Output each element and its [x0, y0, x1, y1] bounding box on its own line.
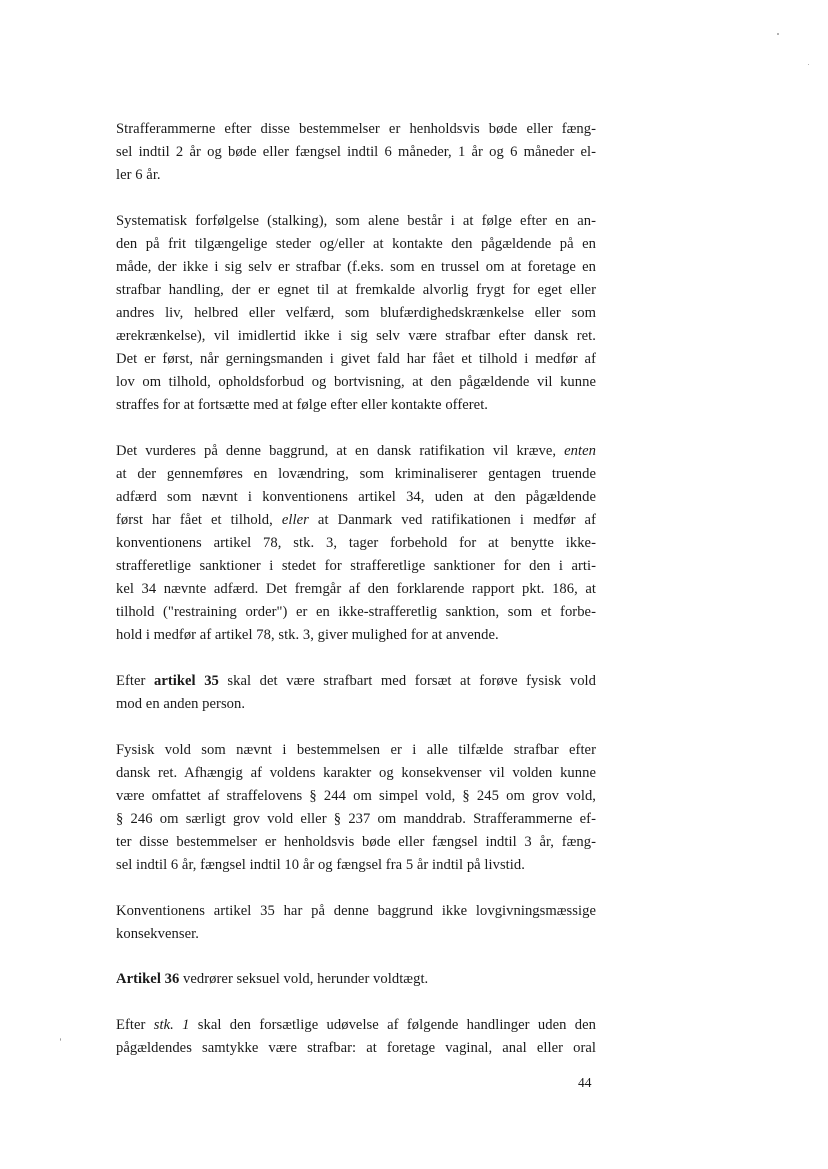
text-run: først har fået et tilhold, — [116, 512, 282, 528]
text-run: Efter — [116, 673, 154, 689]
text-line: at der gennemføres en lovændring, som kriminaliserer gentagen truende — [116, 466, 596, 482]
text-line: ter disse bestemmelser er henholdsvis bøde eller fængsel indtil 3 år, fæng- — [116, 834, 596, 850]
text-line: Konventionens artikel 35 har på denne baggrund ikke lovgivningsmæssige — [116, 903, 596, 919]
text-line: Det er først, når gerningsmanden i givet fald har fået et tilhold i medfør af — [116, 351, 596, 367]
text-line — [116, 509, 596, 532]
text-line: den på frit tilgængelige steder og/eller at kontakte den pågældende på en — [116, 236, 596, 252]
paragraph-physical-violence — [116, 739, 596, 877]
text-line: strafbar handling, der er egnet til at fremkalde alvorlig frygt for eget eller — [116, 282, 596, 298]
text-line: ler 6 år. — [116, 167, 161, 183]
page-number: 44 — [578, 1075, 592, 1090]
text-line: ærekrænkelse), vil imidlertid ikke i sig selv være strafbar efter dansk ret. — [116, 328, 596, 344]
scan-speck — [777, 33, 779, 35]
text-run: vedrører seksuel vold, herunder voldtægt. — [179, 971, 429, 987]
text-line — [116, 968, 596, 991]
text-line: adfærd som nævnt i konventionens artikel 34, uden at den pågældende — [116, 489, 596, 505]
text-line: sel indtil 2 år og bøde eller fængsel indtil 6 måneder, 1 år og 6 måneder el- — [116, 144, 596, 160]
text-line: måde, der ikke i sig selv er strafbar (f.eks. som en trussel om at foretage en — [116, 259, 596, 275]
text-run: at Danmark ved ratifikationen i medfør af — [308, 512, 596, 528]
scan-speck — [60, 1038, 61, 1041]
text-line — [116, 1014, 596, 1037]
text-line — [116, 440, 596, 463]
paragraph-stalking — [116, 210, 596, 417]
paragraph-article-35 — [116, 670, 596, 716]
text-line: Fysisk vold som nævnt i bestemmelsen er i alle tilfælde strafbar efter — [116, 742, 596, 758]
paragraph-article-36-stk-1 — [116, 1014, 596, 1060]
text-line: hold i medfør af artikel 78, stk. 3, giver mulighed for at anvende. — [116, 627, 499, 643]
text-line: konsekvenser. — [116, 926, 199, 942]
scan-speck — [808, 64, 809, 65]
paragraph-article-36 — [116, 968, 596, 991]
text-line: Systematisk forfølgelse (stalking), som alene består i at følge efter en an- — [116, 213, 596, 229]
paragraph-article-35-consequences — [116, 900, 596, 946]
emphasis-text: stk. 1 — [153, 1017, 190, 1033]
text-run: Efter — [116, 1017, 154, 1033]
emphasis-text: enten — [564, 443, 596, 459]
text-line: tilhold ("restraining order") er en ikke-strafferetlig sanktion, som et forbe- — [116, 604, 596, 620]
text-line: Strafferammerne efter disse bestemmelser er henholdsvis bøde eller fæng- — [116, 121, 596, 137]
text-run: skal det være strafbart med forsæt at forøve fysisk vold — [218, 673, 596, 689]
text-line: lov om tilhold, opholdsforbud og bortvisning, at den pågældende vil kunne — [116, 374, 596, 390]
text-run: skal den forsætlige udøvelse af følgende handlinger uden den — [189, 1017, 596, 1033]
text-line — [116, 670, 596, 693]
paragraph-penalty-ranges — [116, 118, 596, 187]
emphasis-text: eller — [281, 512, 309, 528]
text-line: være omfattet af straffelovens § 244 om simpel vold, § 245 om grov vold, — [116, 788, 596, 804]
article-reference: artikel 35 — [153, 673, 219, 689]
text-line: mod en anden person. — [116, 696, 246, 712]
paragraph-ratification-assessment — [116, 440, 596, 647]
text-line: andres liv, helbred eller velfærd, som blufærdighedskrænkelse eller som — [116, 305, 596, 321]
text-line: straffes for at fortsætte med at følge efter eller kontakte offeret. — [116, 397, 489, 413]
text-line: konventionens artikel 78, stk. 3, tager forbehold for at benytte ikke- — [116, 535, 596, 551]
text-line: sel indtil 6 år, fængsel indtil 10 år og fængsel fra 5 år indtil på livstid. — [116, 857, 525, 873]
text-line: kel 34 nævnte adfærd. Det fremgår af den forklarende rapport pkt. 186, at — [116, 581, 596, 597]
text-line: dansk ret. Afhængig af voldens karakter og konsekvenser vil volden kunne — [116, 765, 596, 781]
text-line: § 246 om særligt grov vold eller § 237 om manddrab. Strafferammerne ef- — [116, 811, 596, 827]
text-line: strafferetlige sanktioner i stedet for strafferetlige sanktioner for den i arti- — [116, 558, 596, 574]
text-run: Det vurderes på denne baggrund, at en dansk ratifikation vil kræve, — [116, 443, 565, 459]
article-reference: Artikel 36 — [116, 971, 180, 987]
text-line: pågældendes samtykke være strafbar: at foretage vaginal, anal eller oral — [116, 1040, 596, 1056]
